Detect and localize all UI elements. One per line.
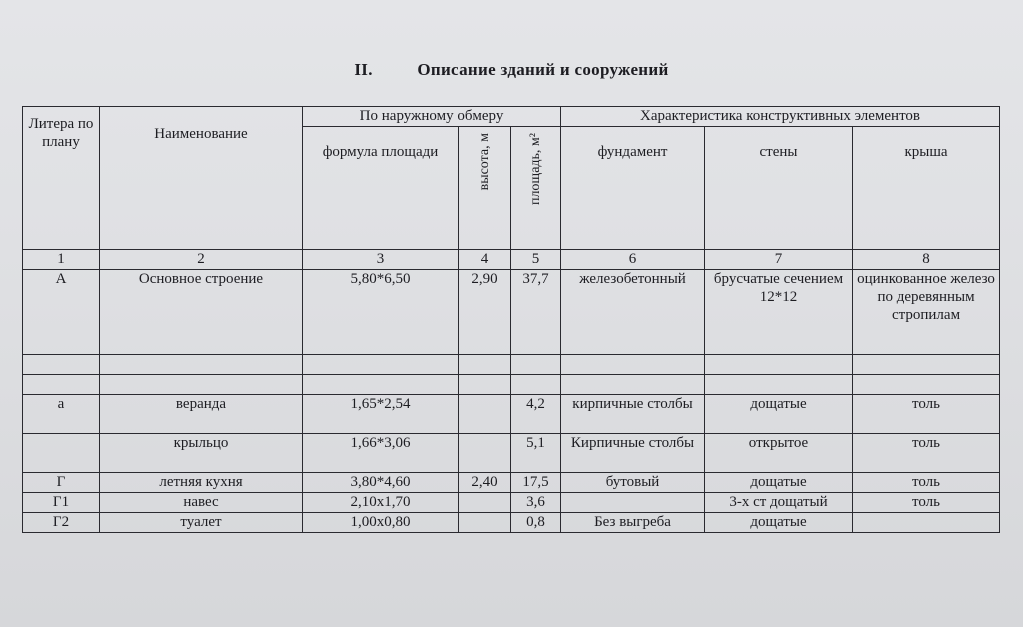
cell-letter: Г1 xyxy=(23,493,100,513)
column-number: 5 xyxy=(511,250,561,270)
cell-formula: 1,65*2,54 xyxy=(303,395,459,434)
cell-foundation: железобетонный xyxy=(561,270,705,355)
cell-formula: 1,66*3,06 xyxy=(303,434,459,473)
column-numbers-row xyxy=(23,250,1000,270)
table-row-empty xyxy=(23,355,1000,375)
section-title xyxy=(0,60,1023,80)
table-row xyxy=(23,270,1000,355)
cell-roof: толь xyxy=(853,493,1000,513)
table-row xyxy=(23,473,1000,493)
header-formula: формула площади xyxy=(303,127,459,250)
cell-foundation: кирпичные столбы xyxy=(561,395,705,434)
cell-name: туалет xyxy=(100,513,303,533)
column-number: 7 xyxy=(705,250,853,270)
table-row xyxy=(23,395,1000,434)
cell-foundation: Без выгреба xyxy=(561,513,705,533)
cell-roof: толь xyxy=(853,473,1000,493)
cell-walls: дощатые xyxy=(705,395,853,434)
column-number: 2 xyxy=(100,250,303,270)
cell-letter xyxy=(23,434,100,473)
cell-name: веранда xyxy=(100,395,303,434)
header-area: площадь, м² xyxy=(511,127,561,250)
header-structural: Характеристика конструктивных элементов xyxy=(561,107,1000,127)
cell-area: 37,7 xyxy=(511,270,561,355)
cell-foundation xyxy=(561,493,705,513)
table-row xyxy=(23,493,1000,513)
cell-walls: 3-х ст дощатый xyxy=(705,493,853,513)
cell-roof: толь xyxy=(853,434,1000,473)
cell-roof: оцинкованное железо по деревянным стропилам xyxy=(853,270,1000,355)
cell-height xyxy=(459,395,511,434)
header-roof: крыша xyxy=(853,127,1000,250)
column-number: 6 xyxy=(561,250,705,270)
header-walls: стены xyxy=(705,127,853,250)
cell-area: 17,5 xyxy=(511,473,561,493)
cell-formula: 5,80*6,50 xyxy=(303,270,459,355)
cell-name: крыльцо xyxy=(100,434,303,473)
column-number: 4 xyxy=(459,250,511,270)
cell-name: летняя кухня xyxy=(100,473,303,493)
cell-foundation: бутовый xyxy=(561,473,705,493)
cell-height xyxy=(459,493,511,513)
cell-walls: брусчатые сечением 12*12 xyxy=(705,270,853,355)
cell-walls: дощатые xyxy=(705,513,853,533)
column-number: 3 xyxy=(303,250,459,270)
header-foundation: фундамент xyxy=(561,127,705,250)
header-letter: Литера по плану xyxy=(23,107,100,250)
section-title-text: Описание зданий и сооружений xyxy=(417,60,669,79)
cell-name: навес xyxy=(100,493,303,513)
cell-foundation: Кирпичные столбы xyxy=(561,434,705,473)
cell-roof xyxy=(853,513,1000,533)
header-name: Наименование xyxy=(100,107,303,250)
table-row xyxy=(23,434,1000,473)
table-row-empty xyxy=(23,375,1000,395)
cell-height xyxy=(459,434,511,473)
cell-formula: 2,10х1,70 xyxy=(303,493,459,513)
cell-roof: толь xyxy=(853,395,1000,434)
cell-letter: А xyxy=(23,270,100,355)
section-number: II. xyxy=(354,60,373,79)
cell-formula: 3,80*4,60 xyxy=(303,473,459,493)
cell-area: 5,1 xyxy=(511,434,561,473)
table-row xyxy=(23,513,1000,533)
cell-formula: 1,00х0,80 xyxy=(303,513,459,533)
cell-walls: открытое xyxy=(705,434,853,473)
cell-height xyxy=(459,513,511,533)
buildings-table xyxy=(22,106,1000,533)
column-number: 1 xyxy=(23,250,100,270)
cell-area: 3,6 xyxy=(511,493,561,513)
cell-area: 4,2 xyxy=(511,395,561,434)
cell-height: 2,90 xyxy=(459,270,511,355)
cell-letter: Г xyxy=(23,473,100,493)
cell-walls: дощатые xyxy=(705,473,853,493)
cell-area: 0,8 xyxy=(511,513,561,533)
cell-height: 2,40 xyxy=(459,473,511,493)
cell-name: Основное строение xyxy=(100,270,303,355)
header-outer-measure: По наружному обмеру xyxy=(303,107,561,127)
cell-letter: а xyxy=(23,395,100,434)
column-number: 8 xyxy=(853,250,1000,270)
header-height: высота, м xyxy=(459,127,511,250)
cell-letter: Г2 xyxy=(23,513,100,533)
